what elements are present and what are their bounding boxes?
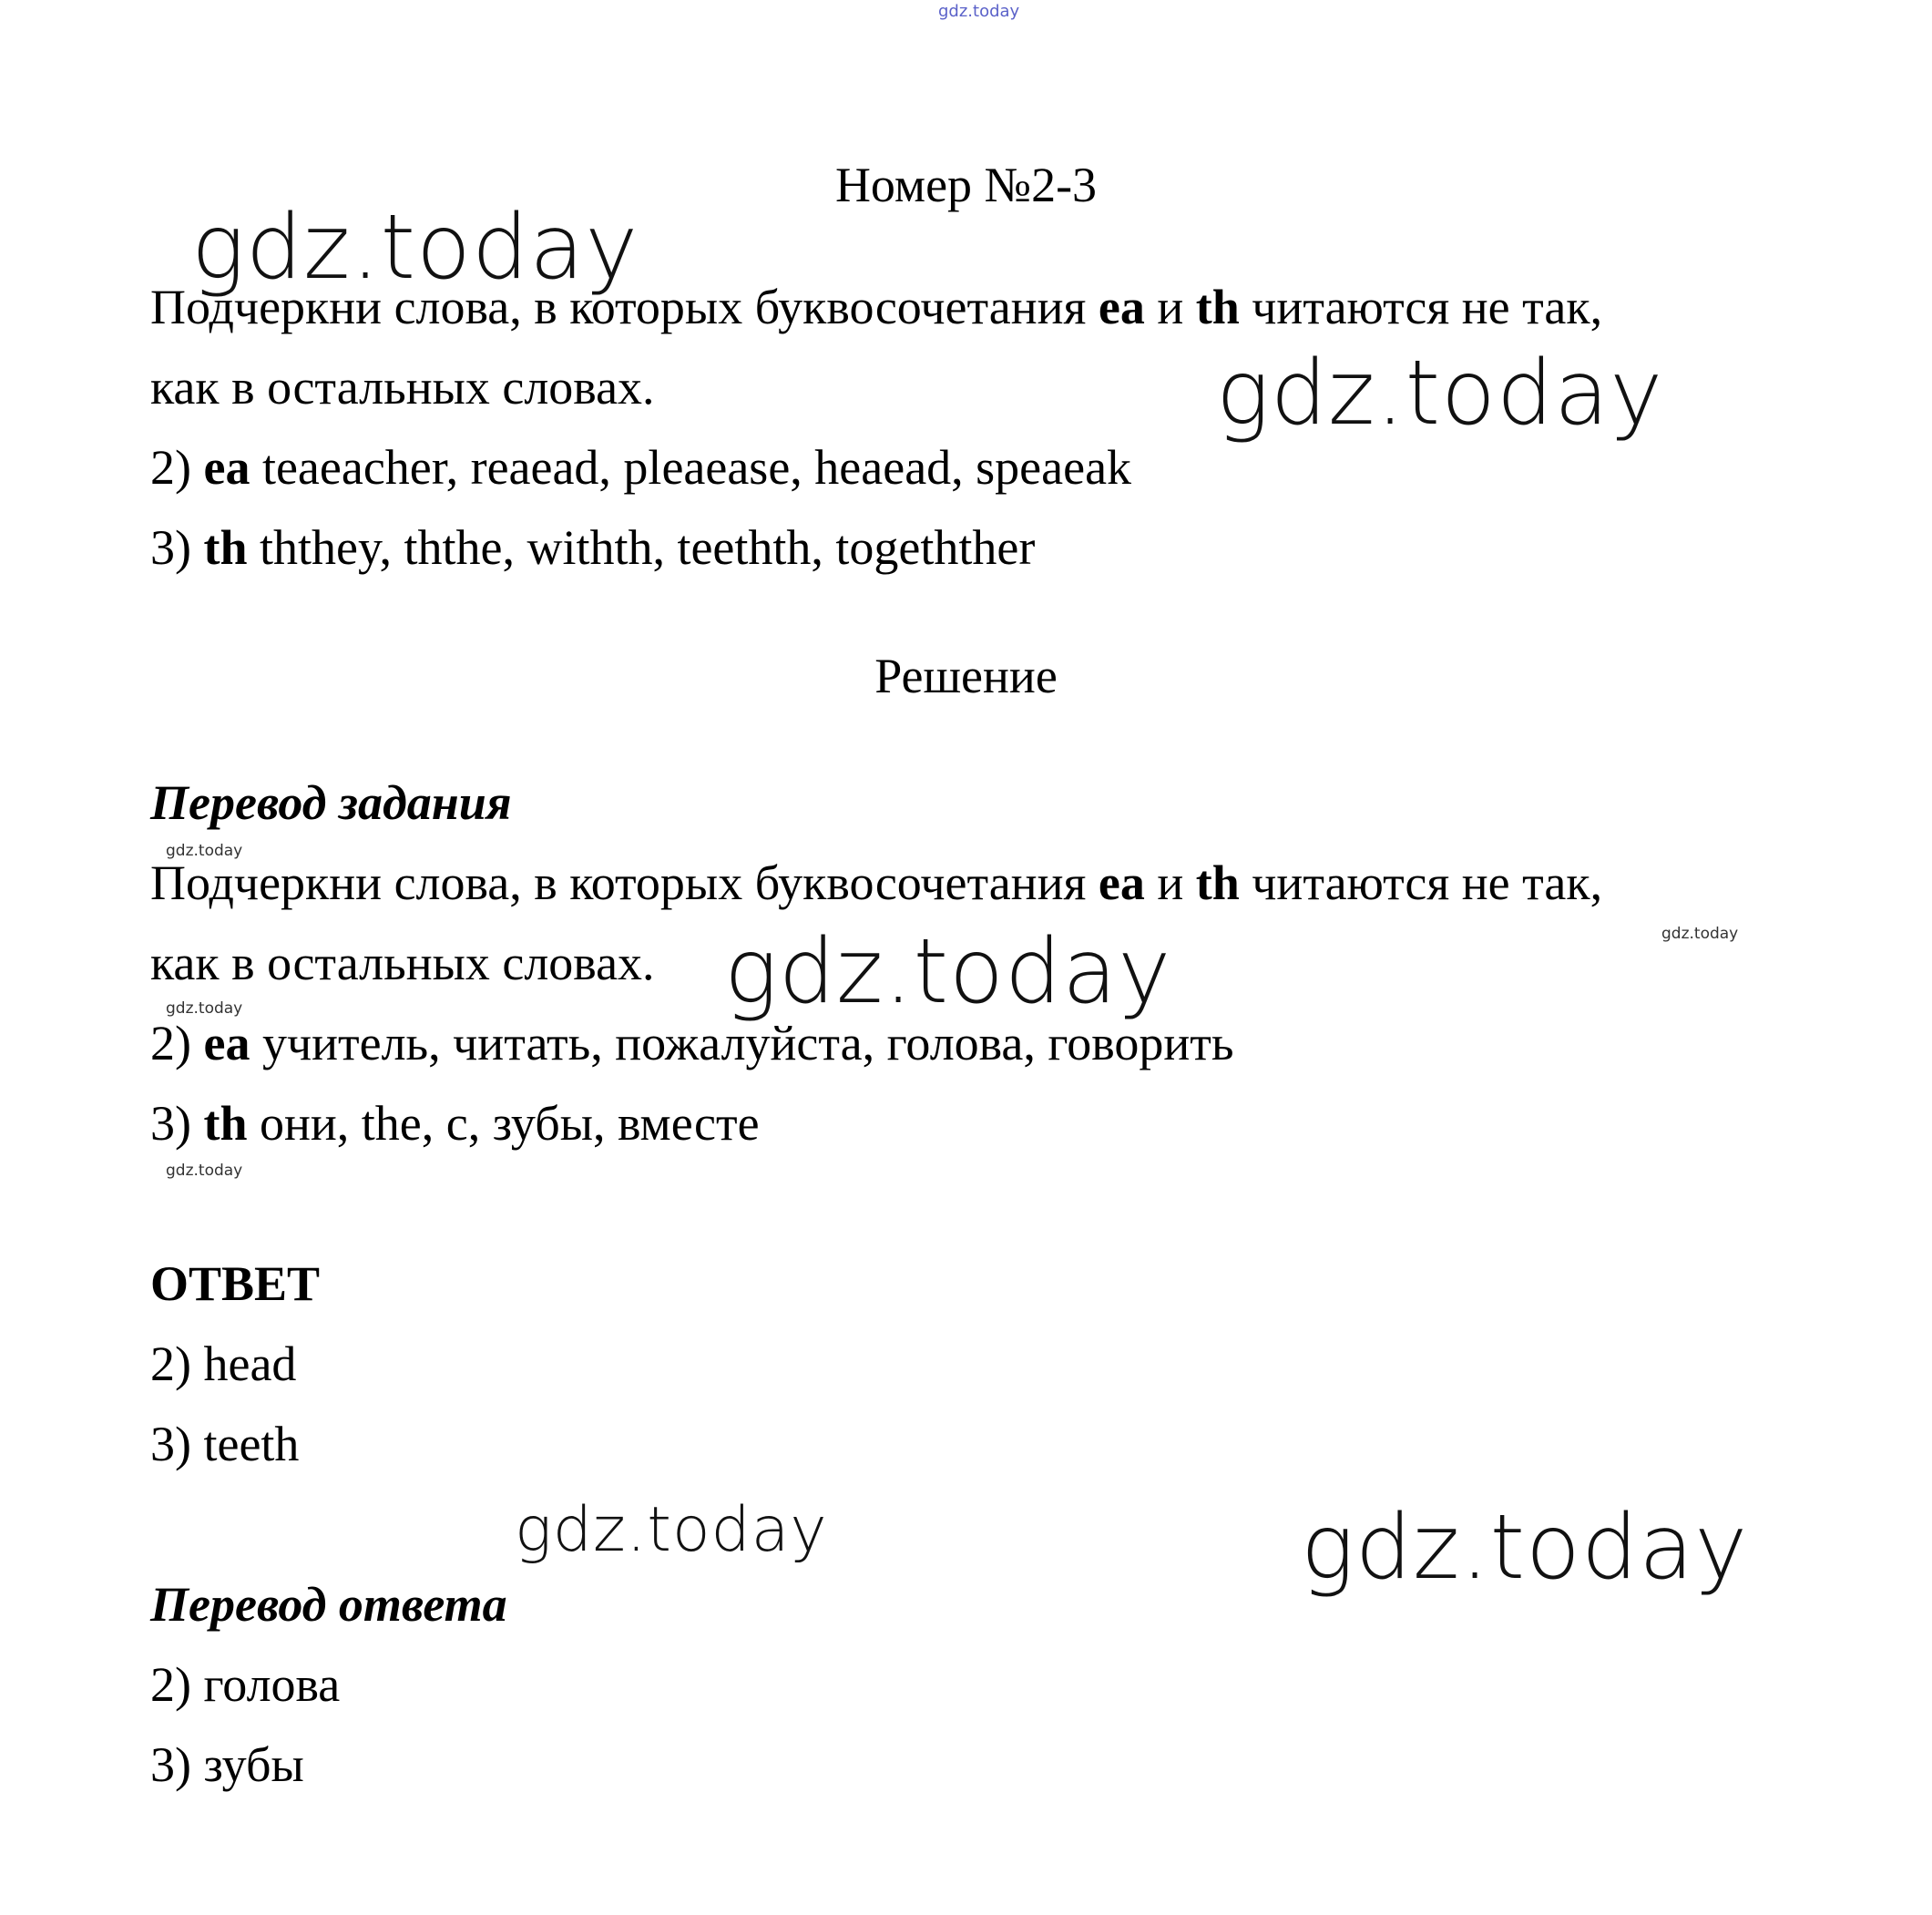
watermark-4: gdz.today [515, 1494, 828, 1566]
page-title: Номер №2-3 [834, 158, 1098, 212]
watermark-small-4: gdz.today [166, 1162, 243, 1180]
answer-translation-item-2: 2) голова [150, 1657, 341, 1712]
solution-heading: Решение [874, 649, 1058, 703]
answer-item-3: 3) teeth [150, 1417, 300, 1471]
translation-item-3: 3) th они, the, с, зубы, вместе [150, 1096, 760, 1151]
task-line-2: как в остальных словах. [150, 360, 655, 415]
translation-heading: Перевод задания [150, 775, 512, 830]
translation-line-1: Подчеркни слова, в которых буквосочетания ea и th читаются не так, [150, 855, 1603, 910]
watermark-2: gdz.today [1216, 342, 1664, 445]
task-item-3: 3) th ththey, ththe, withth, teethth, togethther [150, 520, 1036, 575]
translation-line-2: как в остальных словах. [150, 936, 655, 990]
watermark-3: gdz.today [724, 920, 1172, 1024]
watermark-small-3: gdz.today [166, 999, 243, 1018]
answer-translation-heading: Перевод ответа [150, 1577, 507, 1632]
answer-item-2: 2) head [150, 1336, 297, 1391]
watermark-small-2: gdz.today [1661, 925, 1739, 943]
task-item-2: 2) ea teaeacher, reaead, pleaease, heaead, speaeak [150, 440, 1132, 495]
watermark-1: gdz.today [191, 196, 639, 300]
watermark-5: gdz.today [1301, 1496, 1749, 1600]
answer-translation-item-3: 3) зубы [150, 1737, 304, 1792]
watermark-top: gdz.today [938, 2, 1020, 21]
answer-heading: ОТВЕТ [150, 1256, 321, 1311]
translation-item-2: 2) ea учитель, читать, пожалуйста, голова, говорить [150, 1016, 1234, 1070]
watermark-small-1: gdz.today [166, 842, 243, 860]
task-line-1: Подчеркни слова, в которых буквосочетания ea и th читаются не так, [150, 280, 1603, 334]
